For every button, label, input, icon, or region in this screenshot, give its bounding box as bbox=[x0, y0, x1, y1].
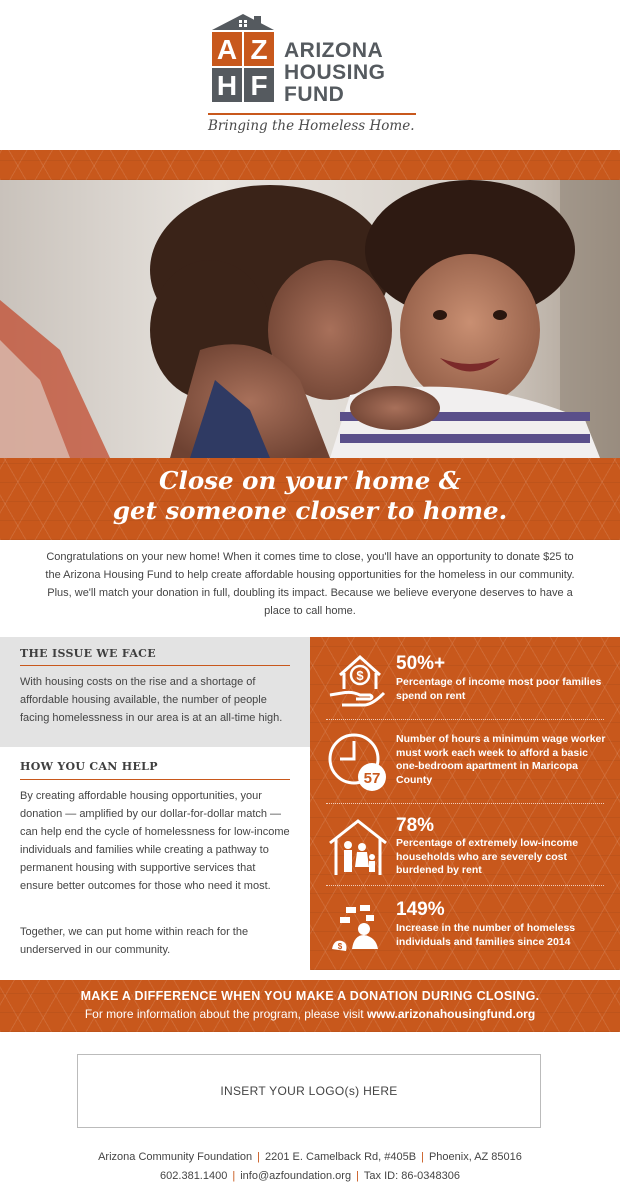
footer-separator: | bbox=[421, 1151, 424, 1163]
headline-band bbox=[0, 458, 620, 540]
logo-mark bbox=[210, 14, 276, 106]
cta-lead: For more information about the program, please visit bbox=[84, 1007, 367, 1021]
homeless-person-icon bbox=[326, 897, 390, 961]
cta-text bbox=[0, 1007, 620, 1021]
logo-letter-z: Z bbox=[250, 34, 268, 65]
stat-divider bbox=[326, 885, 604, 886]
top-pattern-band bbox=[0, 150, 620, 180]
logo-placeholder-text: INSERT YOUR LOGO(s) HERE bbox=[220, 1084, 398, 1098]
logo-word-3: FUND bbox=[284, 83, 345, 106]
footer-city: Phoenix, AZ 85016 bbox=[428, 1151, 522, 1163]
logo-wordmark bbox=[284, 40, 386, 106]
stat-value: 50%+ bbox=[396, 653, 446, 674]
footer-line-1 bbox=[0, 1151, 620, 1163]
house-dollar-hand-icon bbox=[326, 649, 390, 713]
issue-title: THE ISSUE WE FACE bbox=[20, 647, 156, 660]
headline-line-1: Close on your home & bbox=[159, 466, 461, 495]
footer-org: Arizona Community Foundation bbox=[98, 1151, 253, 1163]
footer-separator: | bbox=[356, 1170, 359, 1182]
stats-panel bbox=[310, 637, 620, 970]
family-house-icon bbox=[326, 815, 390, 879]
hero-photo bbox=[0, 180, 620, 458]
help-rule bbox=[20, 779, 290, 780]
help-closing: Together, we can put home within reach for the underserved in our community. bbox=[20, 926, 249, 956]
logo-divider bbox=[208, 113, 416, 115]
stat-divider bbox=[326, 719, 604, 720]
stat-description: Percentage of extremely low-income households who are severely cost burdened by rent bbox=[396, 837, 579, 876]
help-title: HOW YOU CAN HELP bbox=[20, 760, 158, 773]
cta-band bbox=[0, 980, 620, 1032]
svg-text:$: $ bbox=[356, 668, 364, 683]
cta-title: MAKE A DIFFERENCE WHEN YOU MAKE A DONATION DURING CLOSING. bbox=[80, 989, 540, 1003]
header bbox=[0, 0, 620, 150]
stat-description: Number of hours a minimum wage worker must work each week to afford a basic one-bedroom apartment in Maricopa County bbox=[396, 733, 606, 786]
logo-letter-f: F bbox=[250, 70, 268, 101]
logo-word-1: ARIZONA bbox=[284, 39, 384, 62]
clock-icon bbox=[326, 729, 390, 793]
help-section bbox=[0, 747, 310, 972]
logo-letter-a: A bbox=[216, 34, 238, 65]
footer-separator: | bbox=[257, 1151, 261, 1163]
tagline: Bringing the Homeless Home. bbox=[208, 118, 415, 134]
footer-separator: | bbox=[232, 1170, 236, 1182]
intro-paragraph: Congratulations on your new home! When it comes time to close, you'll have an opportunity to donate $25 to the Arizona Housing Fund to help create affordable housing opportunities for the homeless in our community. Plus, we'll match your donation in full, doubling its impact. Because we believe everyone deserves to have a place to call home. bbox=[45, 551, 575, 617]
logo-placeholder-box bbox=[77, 1054, 541, 1128]
footer-line-2 bbox=[0, 1170, 620, 1182]
issue-rule bbox=[20, 665, 290, 666]
clock-number: 57 bbox=[363, 770, 381, 787]
footer-address: 2201 E. Camelback Rd, #405B bbox=[265, 1151, 417, 1163]
headline-line-2: get someone closer to home. bbox=[112, 496, 508, 525]
issue-body: With housing costs on the rise and a shortage of affordable housing available, the number of people facing homelessness in our area is at an all-time high. bbox=[20, 676, 283, 724]
stat-value: 78% bbox=[396, 815, 435, 836]
issue-section bbox=[0, 637, 310, 747]
stat-description: Percentage of income most poor families spend on rent bbox=[396, 676, 602, 702]
stat-value: 149% bbox=[396, 899, 445, 920]
stat-divider bbox=[326, 803, 604, 804]
help-body: By creating affordable housing opportunities, your donation — amplified by our dollar-for-dollar match — can help end the cycle of homelessness for low-income individuals and families while creating a pathway to permanent housing with supportive services that ensure better outcomes for those who need it most. bbox=[20, 790, 290, 892]
footer-email-link[interactable]: info@azfoundation.org bbox=[240, 1170, 352, 1182]
logo-word-2: HOUSING bbox=[284, 61, 386, 84]
footer-tax-id: Tax ID: 86-0348306 bbox=[363, 1170, 460, 1182]
svg-text:$: $ bbox=[337, 942, 343, 951]
stat-description: Increase in the number of homeless individuals and families since 2014 bbox=[396, 922, 576, 948]
logo-letter-h: H bbox=[216, 70, 238, 101]
cta-url-link[interactable]: www.arizonahousingfund.org bbox=[366, 1007, 536, 1021]
footer-phone[interactable]: 602.381.1400 bbox=[160, 1170, 228, 1182]
